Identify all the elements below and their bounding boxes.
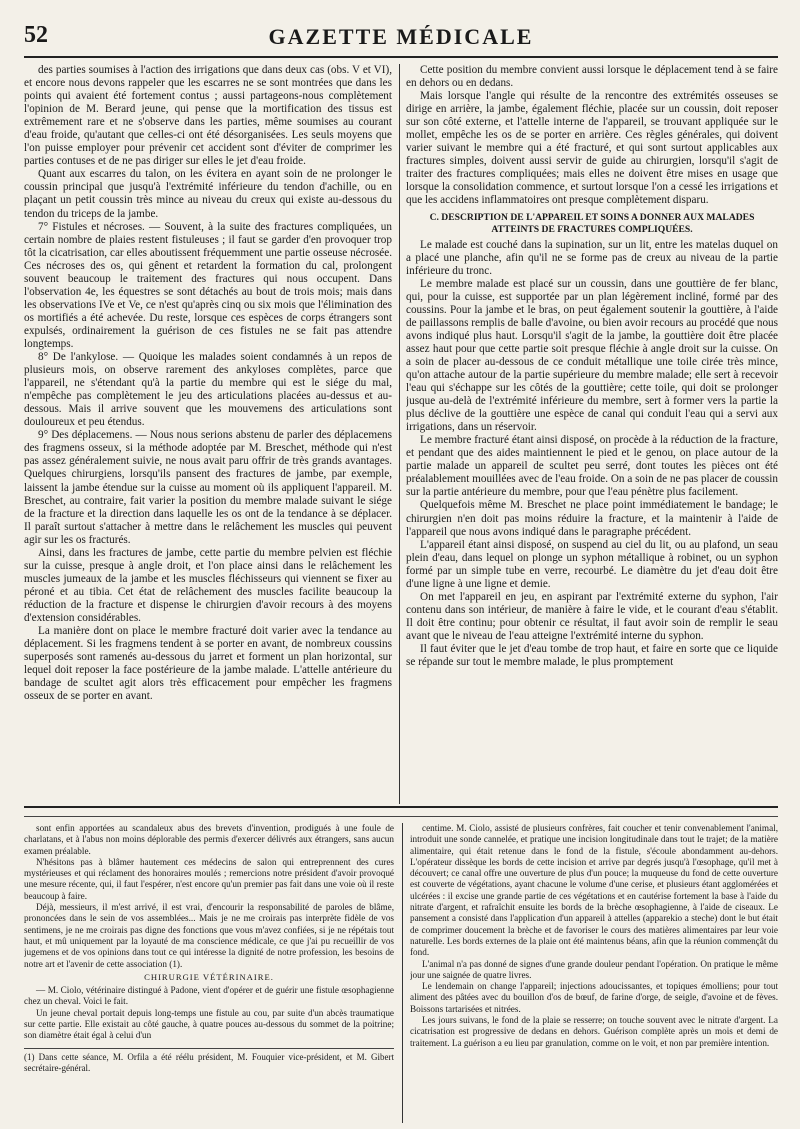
lower-right-column xyxy=(410,823,778,1123)
lower-left-column xyxy=(24,823,394,1123)
paragraph: L'animal n'a pas donné de signes d'une grande douleur pendant l'opération. On pratique le même jour une saignée de quatre livres. xyxy=(410,958,778,980)
column-divider xyxy=(402,823,403,1123)
feuilleton-separator xyxy=(24,806,778,817)
paragraph: L'appareil étant ainsi disposé, on suspend au ciel du lit, ou au plafond, un seau plein d'eau, dans lequel on plonge un syphon métallique à robinet, ou un syphon formé par un simple tube en verre, recourbé. Le diamètre du jet d'eau doit être d'une ligne à une ligne et demie. xyxy=(406,538,778,590)
paragraph: N'hésitons pas à blâmer hautement ces médecins de salon qui entreprennent des cures mystérieuses et qui réclament des honoraires moulés ; remercions notre président d'avoir provoqué une mesure récente, qui, il faut l'espérer, n'est encore qu'un premier pas fait dans une voie où il reste beaucoup à faire. xyxy=(24,856,394,901)
section-caption: CHIRURGIE VÉTÉRINAIRE. xyxy=(144,971,274,982)
paragraph: La manière dont on place le membre fracturé doit varier avec la tendance au déplacement. Si les fragmens tendent à se porter en avant, de nombreux coussins superposés sont ramenés au-dessous du jarret et forment un plan horizontal, sur lequel doit reposer la face postérieure de la jambe malade. L'attelle antérieure du bandage de scultet agit alors très efficacement pour empêcher les fragmens osseux de se porter en avant. xyxy=(24,625,392,703)
section-heading: C. DESCRIPTION DE L'APPAREIL ET SOINS A DONNER AUX MALADES ATTEINTS DE FRACTURES COMPLIQUÉES. xyxy=(429,211,755,235)
paragraph: Il faut éviter que le jet d'eau tombe de trop haut, et faire en sorte que ce liquide se répande sur tout le membre malade, le plus promptement xyxy=(406,642,778,669)
paragraph: Les jours suivans, le fond de la plaie se resserre; on touche souvent avec le nitrate d'argent. La cicatrisation est progressive de dedans en dehors. Guérison complète après un mois et demi de traitement. La guérison a eu lieu par granulation, comme on le voit, et non par première intention. xyxy=(410,1015,778,1048)
paragraph: 9° Des déplacemens. — Nous nous serions abstenu de parler des déplacemens des fragmens osseux, si la méthode adoptée par M. Breschet, méthode qui n'est pas assez généralement suivie, ne nous avait paru offrir de très grands avantages. Quelques chirurgiens, lorsqu'ils pansent des fractures de jambe, par exemple, laissent la jambe étendue sur la cuisse au moment où ils appliquent l'appareil. M. Breschet, au contraire, fait varier la position du membre malade suivant le siége de la fracture et la direction dans laquelle les os ont de la tendance à se déplacer. Il paraît surtout s'attacher à mettre dans le relâchement les muscles qui peuvent agir sur les os fracturés. xyxy=(24,429,392,546)
page-header xyxy=(24,22,778,58)
paragraph: On met l'appareil en jeu, en aspirant par l'extrémité externe du syphon, l'air contenu dans son intérieur, de manière à faire le vide, et le courant d'eau s'établit. Il doit être continu; pour obtenir ce résultat, il faut avoir soin de remplir le seau avant que le niveau de l'eau atteigne l'extrémité interne du syphon. xyxy=(406,590,778,642)
upper-article xyxy=(24,64,778,804)
paragraph: des parties soumises à l'action des irrigations que dans deux cas (obs. V et VI), et encore nous devons rappeler que les escarres ne se sont montrées que dans les points qui avaient été fortement contus ; aussi partageons-nous complètement l'opinion de M. Berard jeune, qui pense que la mortification des tissus est extrêmement rare et ne s'observe dans les parties, même soumises au courant d'eau froide, qu'autant que celles-ci ont été désorganisées. Les seuls moyens que l'on puisse employer pour prévenir cet accident sont d'éviter de comprimer les parties contuses et de ne pas diriger sur elles le jet d'eau froide. xyxy=(24,64,392,168)
paragraph: Déjà, messieurs, il m'est arrivé, il est vrai, d'encourir la responsabilité de paroles de blâme, prononcées dans le sein de vos assemblées... Mais je ne me croirais pas interprète fidèle de vos sentimens, je ne me croirais pas digne des fonctions que vous m'avez confiées, si je ne répétais tout haut, et mû uniquement par la loyauté de ma conscience médicale, ce que j'ai pu recueillir de vos jugemens et de vos opinions dans tout ce qui intéresse la dignité de notre profession, les besoins de notre art et l'avenir de cette association (1). xyxy=(24,902,394,969)
lower-section xyxy=(24,823,778,1123)
paragraph: centime. M. Ciolo, assisté de plusieurs confrères, fait coucher et tenir convenablement l'animal, introduit une sonde cannelée, et pratique une incision longitudinale dans tout le trajet; de la matière alimentaire, qui était retenue dans le fond de la fistule, s'écoule abondamment au-dehors. L'opérateur dissèque les bords de cette incision et arrive par degrés jusqu'à l'œsophage, qu'il met à découvert; ce canal offre une ouverture de plus d'un pouce; la muqueuse du fond de cette ouverture est couverte de végétations, ayant chacune le volume d'une cerise, et plusieurs étant agglomérées et ulcérées : il excise une grande partie de ces végétations et en cautérise fortement la base à l'aide du nitrate d'argent, et rafraîchit ensuite les bords de la brèche œsophagienne, à l'aide de ciseaux. Le pansement a consisté dans l'application d'un appareil à attelles (apparekio a steche) dont le but était de comprimer doucement la brèche et de favoriser le cours des matières alimentaires par leur voie naturelle. Les bords externes de la plaie ont été maintenus béans, afin que la réunion commençât du fond. xyxy=(410,823,778,958)
paragraph: Un jeune cheval portait depuis long-temps une fistule au cou, par suite d'un abcès traumatique sur cette partie. Elle existait au côté gauche, à quatre pouces au-dessous du sommet de la poitrine; son diamètre était égal à celui d'un xyxy=(24,1007,394,1041)
column-divider xyxy=(399,64,400,804)
paragraph: 8° De l'ankylose. — Quoique les malades soient condamnés à un repos de plusieurs mois, on observe rarement des ankyloses complètes, parce que l'appareil, ne s'étendant qu'à la partie du membre qui est le siége du mal, n'empêche pas complètement le jeu des articulations placées au-dessus et au-dessous. Mais il arrive souvent que les mouvemens des articulations sont douloureux et peu étendus. xyxy=(24,351,392,429)
paragraph: Le membre malade est placé sur un coussin, dans une gouttière de fer blanc, qui, pour la cuisse, est supportée par un plan légèrement incliné, formé par des coussins. Pour la jambe et le bras, on peut également soutenir la gouttière, à l'aide de paillassons remplis de balle d'avoine, ou bien avoir recours au procédé que nous avons indiqué plus haut. Lorsqu'il s'agit de la jambe, la gouttière doit être placée assez haut pour que cette partie soit presque fléchie à angle droit sur la cuisse. On a soin de placer au-dessous de ce conduit métallique une toile cirée très mince, qu'on attache autour de la partie supérieure du membre malade; elle sert à recevoir l'eau qui s'échappe sur les côtés de la gouttière; cette toile, qui doit se prolonger jusque au-delà de l'extrémité inférieure du membre, sert à former vers la partie la plus déclive de la gouttière une espèce de canal qui conduit l'eau qui a servi aux irrigations, dans un réservoir. xyxy=(406,277,778,434)
paragraph: Le malade est couché dans la supination, sur un lit, entre les matelas duquel on a placé une planche, afin qu'il ne se forme pas de creux au niveau de la partie inférieure du tronc. xyxy=(406,238,778,277)
paragraph: Mais lorsque l'angle qui résulte de la rencontre des extrémités osseuses se dirige en arrière, la jambe, également fléchie, placée sur un coussin, doit reposer sur son côté externe, et l'attelle interne de l'appareil, se trouvant appliquée sur le mollet, empêche les os de se porter en arrière. Ces règles générales, qui doivent varier suivant le membre qui a été fracturé, et qui sont surtout applicables aux fractures simples, doivent aussi servir de guide au chirurgien, lorsqu'il s'agit de traiter des fractures compliquées; mais elles ne doivent être mises en usage que lorsque la consolidation commence, et surtout lorsque l'on a cessé les irrigations et que les accidens inflammatoires ont presque complètement disparu. xyxy=(406,90,778,207)
upper-right-column xyxy=(406,64,778,804)
paragraph: Cette position du membre convient aussi lorsque le déplacement tend à se faire en dehors ou en dedans. xyxy=(406,64,778,90)
paragraph: Le lendemain on change l'appareil; injections adoucissantes, et topiques émolliens; pour tout aliment des pâtées avec du bouillon d'os de bœuf, de farine d'orge, de seigle, d'avoine et de fèves. Boissons tartarisées et nitrées. xyxy=(410,981,778,1014)
paragraph: Le membre fracturé étant ainsi disposé, on procède à la réduction de la fracture, et pendant que des aides maintiennent le pied et le genou, on place autour de la partie malade un appareil de scultet peu serré, dont toutes les pièces ont été préalablement mouillées avec de l'eau froide. On a soin de ne pas placer de coussin sur la partie antérieure du membre, pour que l'eau pénètre plus facilement. xyxy=(406,434,778,499)
paragraph: 7° Fistules et nécroses. — Souvent, à la suite des fractures compliquées, un certain nombre de plaies restent fistuleuses ; il faut se garder d'en provoquer trop tôt la cicatrisation, car elles aboutissent fréquemment une partie osseuse nécrosée. Ces nécroses des os, qui gênent et retardent la formation du cal, prolongent souvent beaucoup le traitement des fractures qui nous occupent. Dans l'observation 4e, les équestres se sont détachés au bout de trois mois; mais dans les observations IVe et Ve, ce n'est qu'après cinq ou six mois que l'élimination des os mortifiés a été achevée. Du reste, lorsque ces espèces de corps étrangers sont expulsés, ordinairement la guérison de ces fistules ne se fait pas attendre longtemps. xyxy=(24,220,392,350)
paragraph: Ainsi, dans les fractures de jambe, cette partie du membre pelvien est fléchie sur la cuisse, presque à angle droit, et l'on place ainsi dans le relâchement les muscles jumeaux de la jambe et les muscles fléchisseurs qui viennent se fixer au péroné et au tibia. Cet état de relâchement des muscles facilite beaucoup la réduction de la fracture et dispense le chirurgien d'avoir recours à des moyens d'extension considérables. xyxy=(24,546,392,624)
paragraph: — M. Ciolo, vétérinaire distingué à Padone, vient d'opérer et de guérir une fistule œsophagienne chez un cheval. Voici le fait. xyxy=(24,985,394,1007)
paragraph: Quant aux escarres du talon, on les évitera en ayant soin de ne prolonger le coussin principal que jusqu'à l'extrémité inférieure du tendon d'achille, ou en plaçant un petit coussin très mince au niveau du creux qui existe au-dessous du tendon du triceps de la jambe. xyxy=(24,168,392,220)
paragraph: Quelquefois même M. Breschet ne place point immédiatement le bandage; le chirurgien n'en doit pas moins réduire la fracture, et la maintenir à l'aide de l'appareil que nous avons indiqué dans le paragraphe précédent. xyxy=(406,499,778,538)
paragraph: sont enfin apportées au scandaleux abus des brevets d'invention, prodigués à une foule de charlatans, et à l'abus non moins déplorable des permis d'exercer délivrés aux étrangers, sans aucun examen préalable. xyxy=(24,823,394,856)
upper-left-column xyxy=(24,64,392,804)
page-number: 52 xyxy=(24,22,48,48)
footnote: (1) Dans cette séance, M. Orfila a été réélu président, M. Fouquier vice-président, et M. Gibert secrétaire-général. xyxy=(24,1048,394,1075)
journal-title: GAZETTE MÉDICALE xyxy=(268,24,534,49)
